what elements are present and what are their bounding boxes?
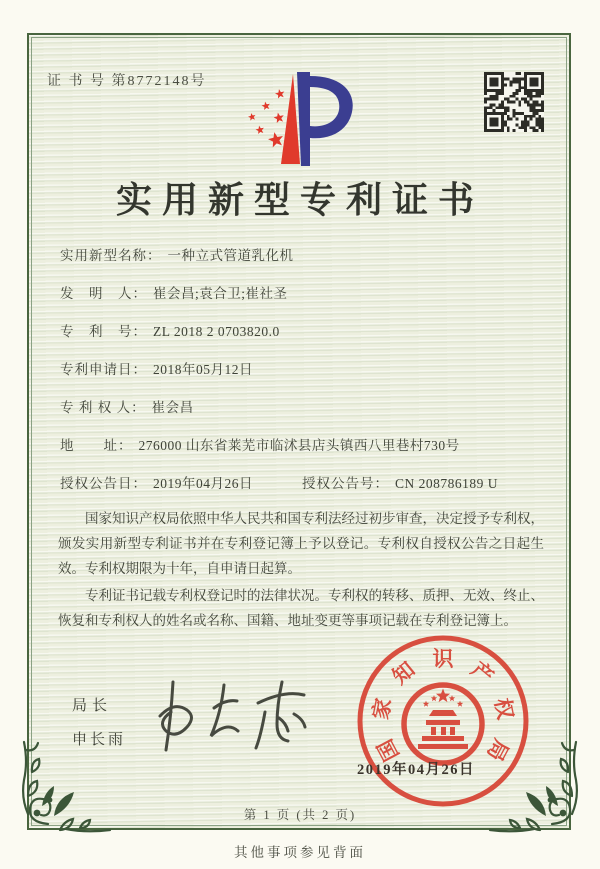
commissioner-name: 申长雨 — [72, 732, 127, 748]
field-value: ZL 2018 2 0703820.0 — [153, 324, 280, 339]
field-value: 2018年05月12日 — [153, 362, 253, 377]
svg-text:国: 国 — [372, 735, 404, 766]
field-label: 专 利 号： — [60, 324, 147, 339]
flourish-ornament-icon — [486, 736, 586, 836]
cnipa-p-logo-icon — [238, 68, 362, 170]
field-label: 专 利 权 人： — [60, 400, 146, 415]
grant-date-value: 2019年04月26日 — [153, 476, 253, 491]
grant-no-label: 授权公告号： — [302, 476, 389, 491]
field-value: 崔会昌 — [151, 400, 194, 415]
grant-row — [60, 474, 546, 498]
field-row — [60, 284, 546, 322]
field-value: 276000 山东省莱芜市临沭县店头镇西八里巷村730号 — [138, 438, 460, 453]
field-value: 崔会昌;袁合卫;崔社圣 — [153, 286, 288, 301]
grant-date-label: 授权公告日： — [60, 476, 147, 491]
legal-paragraph: 国家知识产权局依照中华人民共和国专利法经过初步审查，决定授予专利权，颁发实用新型专利证书并在专利登记簿上予以登记。专利权自授权公告之日起生效。专利权期限为十年，自申请日起算。 — [58, 511, 544, 576]
svg-text:识: 识 — [432, 647, 454, 671]
logo-stars — [247, 88, 285, 148]
field-label: 地 址： — [60, 438, 133, 453]
flourish-ornament-icon — [14, 736, 114, 836]
svg-text:产: 产 — [466, 657, 499, 689]
field-label: 实用新型名称： — [60, 248, 162, 263]
back-side-note: 其他事项参见背面 — [234, 845, 366, 860]
legal-paragraph: 专利证书记载专利权登记时的法律状况。专利权的转移、质押、无效、终止、恢复和专利权人的姓名或名称、国籍、地址变更等事项记载在专利登记簿上。 — [58, 588, 544, 628]
national-emblem-icon — [404, 685, 482, 763]
svg-text:知: 知 — [387, 657, 420, 689]
field-row — [60, 246, 546, 284]
qr-code-icon — [484, 72, 544, 132]
certificate-number: 证 书 号 第8772148号 — [47, 74, 207, 89]
svg-text:局: 局 — [482, 735, 514, 766]
field-row — [60, 322, 546, 360]
page-number: 第 1 页 (共 2 页) — [243, 808, 357, 822]
field-row — [60, 360, 546, 398]
legal-text — [58, 506, 544, 635]
seal-date: 2019年04月26日 — [357, 762, 475, 778]
certificate-title: 实用新型专利证书 — [115, 180, 484, 220]
svg-text:家: 家 — [368, 696, 397, 722]
field-label: 发 明 人： — [60, 286, 147, 301]
field-row — [60, 436, 546, 474]
fields — [60, 246, 546, 498]
grant-no-value: CN 208786189 U — [395, 476, 499, 491]
svg-text:权: 权 — [489, 696, 518, 722]
field-row — [60, 398, 546, 436]
field-label: 专利申请日： — [60, 362, 147, 377]
commissioner-post-label: 局长 — [72, 698, 113, 714]
field-value: 一种立式管道乳化机 — [167, 248, 294, 263]
handwritten-signature-icon — [138, 672, 323, 777]
